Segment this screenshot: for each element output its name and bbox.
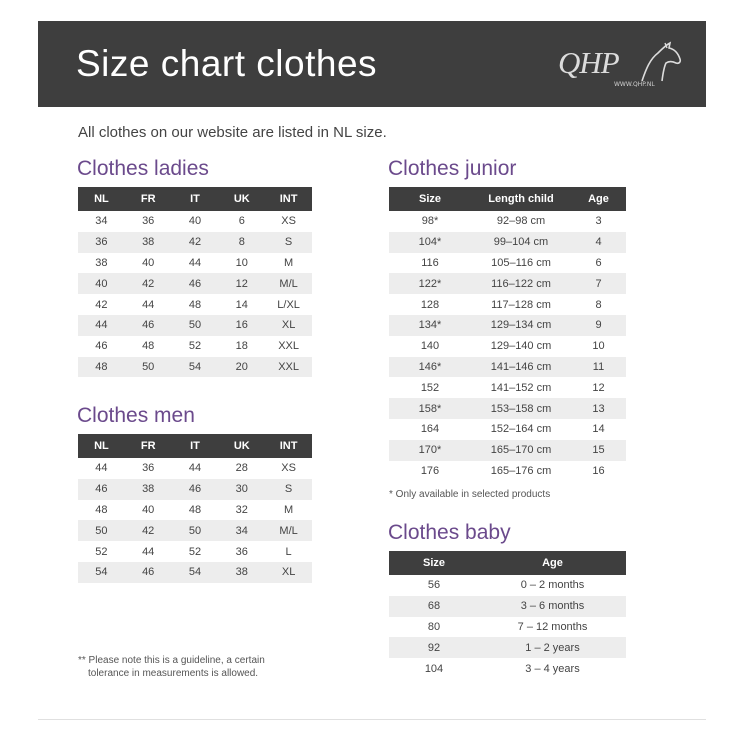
table-cell: 16 xyxy=(592,464,605,477)
header-banner xyxy=(38,21,706,107)
table-cell: 50 xyxy=(125,357,172,378)
table-cell: 52 xyxy=(188,545,202,558)
table-cell: 54 xyxy=(172,562,219,583)
table-cell: 152–164 cm xyxy=(490,423,552,436)
table-cell: 46 xyxy=(125,562,172,583)
table-cell: 38 xyxy=(125,479,172,500)
table-cell: 165–176 cm xyxy=(490,464,552,477)
table-cell: 146* xyxy=(389,357,471,378)
table-cell: 8 xyxy=(595,298,602,311)
table-cell: 129–134 cm xyxy=(471,315,571,336)
footnote-line: ** Please note this is a guideline, a certain xyxy=(78,655,265,666)
table-row xyxy=(78,315,312,336)
table-cell: 56 xyxy=(427,579,441,592)
table-cell: 105–116 cm xyxy=(491,256,551,269)
junior-availability-note: * Only available in selected products xyxy=(389,489,551,500)
table-cell: 44 xyxy=(188,462,202,475)
table-cell: 158* xyxy=(389,398,471,419)
table-cell: 20 xyxy=(218,357,265,378)
table-cell: 44 xyxy=(95,462,108,475)
logo-url: WWW.QHP.NL xyxy=(614,81,655,88)
table-row xyxy=(389,253,626,274)
table-row xyxy=(78,253,312,274)
table-cell: 46 xyxy=(172,273,219,294)
table-cell: 48 xyxy=(95,503,108,516)
column-header: IT xyxy=(172,434,219,458)
table-cell: 152 xyxy=(420,381,440,394)
table-header-row xyxy=(78,187,312,211)
table-row xyxy=(78,336,312,357)
table-cell: 3 – 4 years xyxy=(525,662,580,675)
table-cell: 10 xyxy=(235,256,248,269)
table-cell: 14 xyxy=(592,423,605,436)
table-cell: 46 xyxy=(78,479,125,500)
table-cell: XL xyxy=(265,315,312,336)
table-cell: 3 xyxy=(595,215,602,228)
column-header: Size xyxy=(389,187,471,211)
table-cell: 42 xyxy=(125,273,172,294)
table-cell: 1 – 2 years xyxy=(479,637,626,658)
table-row xyxy=(389,617,626,638)
table-cell: 48 xyxy=(188,503,202,516)
table-cell: 170* xyxy=(389,440,471,461)
table-cell: 44 xyxy=(78,315,125,336)
table-row xyxy=(78,273,312,294)
table-cell: 68 xyxy=(389,596,479,617)
table-cell: 34 xyxy=(218,520,265,541)
table-cell: 129–140 cm xyxy=(490,340,552,353)
table-cell: 42 xyxy=(125,520,172,541)
table-row xyxy=(78,479,312,500)
table-cell: 13 xyxy=(571,398,626,419)
table-cell: 4 xyxy=(571,232,626,253)
table-row xyxy=(389,377,626,398)
table-cell: 98* xyxy=(421,215,439,228)
table-cell: 54 xyxy=(78,562,125,583)
table-row xyxy=(78,458,312,479)
table-cell: 48 xyxy=(78,357,125,378)
table-cell: 50 xyxy=(78,520,125,541)
table-cell: 10 xyxy=(592,340,605,353)
table-cell: 11 xyxy=(571,357,626,378)
column-header: Age xyxy=(479,551,626,575)
table-cell: 48 xyxy=(142,340,155,353)
table-cell: 40 xyxy=(142,256,155,269)
column-header: UK xyxy=(218,187,265,211)
logo-text: QHP xyxy=(558,45,619,80)
table-cell: 36 xyxy=(78,232,125,253)
table-cell: 140 xyxy=(420,340,440,353)
table-cell: 9 xyxy=(571,315,626,336)
table-cell: 32 xyxy=(235,503,248,516)
table-row xyxy=(389,273,626,294)
table-row xyxy=(78,232,312,253)
table-row xyxy=(389,232,626,253)
qhp-logo xyxy=(558,41,684,93)
men-size-table xyxy=(78,434,312,583)
table-cell: 99–104 cm xyxy=(471,232,571,253)
table-cell: 18 xyxy=(235,340,248,353)
table-row xyxy=(389,294,626,315)
table-cell: 44 xyxy=(142,298,155,311)
table-cell: 7 xyxy=(571,273,626,294)
junior-title: Clothes junior xyxy=(388,157,517,180)
table-row xyxy=(389,658,626,679)
table-cell: 0 – 2 months xyxy=(520,579,585,592)
table-cell: 46 xyxy=(95,340,108,353)
table-cell: 36 xyxy=(235,545,248,558)
table-cell: XXL xyxy=(265,357,312,378)
table-cell: 52 xyxy=(188,340,202,353)
table-cell: XS xyxy=(281,215,296,228)
bottom-divider xyxy=(38,719,706,720)
table-row xyxy=(78,357,312,378)
table-cell: 6 xyxy=(238,215,245,228)
table-cell: 40 xyxy=(188,215,202,228)
column-header: NL xyxy=(78,434,125,458)
table-cell: 54 xyxy=(172,357,219,378)
table-row xyxy=(389,336,626,357)
table-cell: 15 xyxy=(571,440,626,461)
table-cell: 12 xyxy=(218,273,265,294)
table-cell: 50 xyxy=(172,520,219,541)
table-cell: 36 xyxy=(142,215,155,228)
column-header: FR xyxy=(125,434,172,458)
table-cell: L xyxy=(285,545,292,558)
table-row xyxy=(389,575,626,596)
table-cell: XXL xyxy=(278,340,299,353)
table-cell: 8 xyxy=(218,232,265,253)
ladies-title: Clothes ladies xyxy=(77,157,209,180)
junior-size-table xyxy=(389,187,626,481)
table-row xyxy=(78,211,312,232)
table-cell: 14 xyxy=(235,298,248,311)
table-cell: S xyxy=(265,479,312,500)
table-cell: M/L xyxy=(265,520,312,541)
table-cell: 42 xyxy=(172,232,219,253)
table-cell: 44 xyxy=(142,545,155,558)
table-row xyxy=(389,398,626,419)
ladies-size-table xyxy=(78,187,312,377)
table-cell: 165–170 cm xyxy=(471,440,571,461)
table-row xyxy=(389,440,626,461)
table-cell: 34 xyxy=(95,215,108,228)
table-cell: 28 xyxy=(235,462,248,475)
table-cell: 48 xyxy=(188,298,202,311)
table-cell: 46 xyxy=(172,479,219,500)
table-row xyxy=(389,357,626,378)
column-header: Size xyxy=(389,551,479,575)
table-cell: 6 xyxy=(595,256,602,269)
table-row xyxy=(389,637,626,658)
table-cell: M xyxy=(284,503,294,516)
table-cell: 104 xyxy=(424,662,444,675)
table-cell: 16 xyxy=(218,315,265,336)
table-cell: 116 xyxy=(421,256,439,269)
table-row xyxy=(78,562,312,583)
table-cell: 3 – 6 months xyxy=(479,596,626,617)
column-header: INT xyxy=(265,434,312,458)
table-cell: 104* xyxy=(389,232,471,253)
table-header-row xyxy=(389,551,626,575)
table-cell: 38 xyxy=(125,232,172,253)
table-cell: XS xyxy=(281,462,296,475)
table-row xyxy=(78,520,312,541)
column-header: NL xyxy=(78,187,125,211)
column-header: UK xyxy=(218,434,265,458)
table-header-row xyxy=(78,434,312,458)
table-cell: 52 xyxy=(95,545,108,558)
table-cell: L/XL xyxy=(277,298,300,311)
column-header: IT xyxy=(172,187,219,211)
table-cell: 38 xyxy=(95,256,108,269)
men-title: Clothes men xyxy=(77,404,195,427)
table-row xyxy=(78,500,312,521)
table-cell: 141–152 cm xyxy=(490,381,552,394)
page-title: Size chart clothes xyxy=(76,43,378,84)
table-cell: 176 xyxy=(420,464,440,477)
table-row xyxy=(389,596,626,617)
table-cell: 116–122 cm xyxy=(471,273,571,294)
column-header: Age xyxy=(571,187,626,211)
table-row xyxy=(389,211,626,232)
table-header-row xyxy=(389,187,626,211)
table-cell: 92–98 cm xyxy=(496,215,546,228)
table-cell: 134* xyxy=(389,315,471,336)
table-cell: 40 xyxy=(78,273,125,294)
table-cell: S xyxy=(265,232,312,253)
table-cell: 141–146 cm xyxy=(471,357,571,378)
table-cell: 7 – 12 months xyxy=(517,620,588,633)
table-cell: 50 xyxy=(172,315,219,336)
table-cell: 122* xyxy=(389,273,471,294)
table-row xyxy=(389,315,626,336)
table-cell: 92 xyxy=(389,637,479,658)
table-row xyxy=(78,294,312,315)
table-cell: 46 xyxy=(125,315,172,336)
table-row xyxy=(78,541,312,562)
table-cell: M xyxy=(284,256,294,269)
table-cell: 128 xyxy=(420,298,440,311)
table-cell: 40 xyxy=(142,503,155,516)
table-cell: XL xyxy=(265,562,312,583)
table-cell: 12 xyxy=(592,381,605,394)
table-cell: 38 xyxy=(218,562,265,583)
column-header: FR xyxy=(125,187,172,211)
baby-title: Clothes baby xyxy=(388,521,511,544)
table-cell: 164 xyxy=(420,423,440,436)
baby-size-table xyxy=(389,551,626,679)
footnote-line: tolerance in measurements is allowed. xyxy=(88,668,259,679)
table-cell: 44 xyxy=(188,256,202,269)
table-cell: 117–128 cm xyxy=(491,298,551,311)
table-cell: 36 xyxy=(142,462,155,475)
table-cell: 80 xyxy=(427,620,441,633)
table-cell: 30 xyxy=(218,479,265,500)
table-row xyxy=(389,461,626,482)
table-cell: 153–158 cm xyxy=(471,398,571,419)
column-header: INT xyxy=(265,187,312,211)
table-row xyxy=(389,419,626,440)
column-header: Length child xyxy=(471,187,571,211)
guideline-footnote xyxy=(78,654,265,680)
table-cell: 42 xyxy=(95,298,108,311)
table-cell: M/L xyxy=(265,273,312,294)
horse-head-icon xyxy=(636,41,684,85)
intro-text: All clothes on our website are listed in NL size. xyxy=(78,124,387,141)
